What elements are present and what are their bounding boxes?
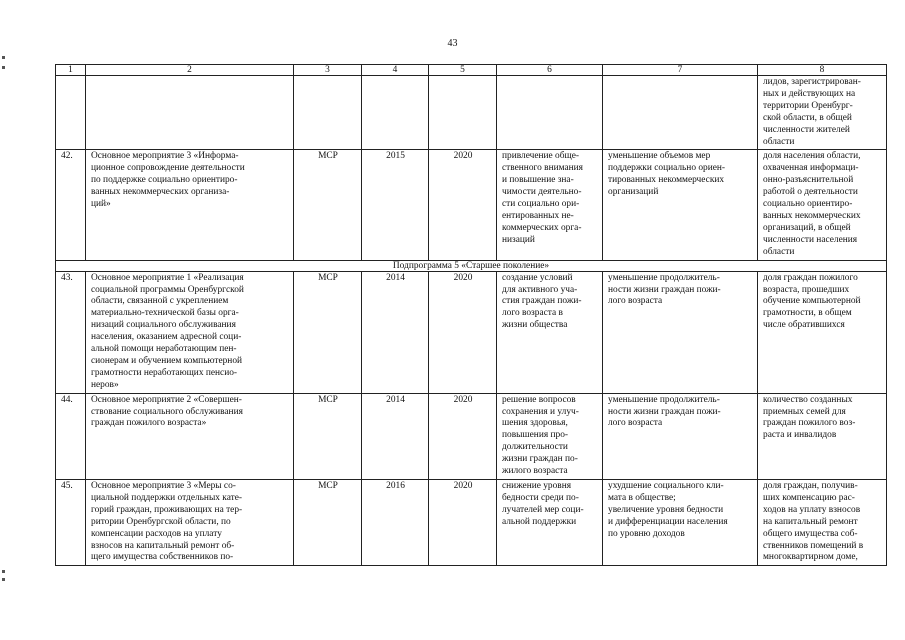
continuation-row — [56, 76, 887, 150]
subprogram-title: Подпрограмма 5 «Старшее поколение» — [56, 260, 887, 271]
activities-table — [55, 64, 887, 566]
cell-activity-name: Основное мероприятие 1 «Реализация социальной программы Оренбургской области, связанной с укреплением материально-технической базы орга- низаций социального обслуживания населения, оказанием адресной соци- альной помощи неработающим пен- сионерам и обучением компьютерной грамотности неработающих пенсио- неров» — [86, 271, 294, 393]
cell-start-year: 2014 — [362, 393, 429, 479]
cell-consequence: ухудшение социального кли- мата в обществе; увеличение уровня бедности и дифференциации населения по уровню доходов — [603, 480, 758, 566]
cell-executor: МСР — [294, 393, 362, 479]
cell-indicator: доля граждан, получив- ших компенсацию рас- ходов на уплату взносов на капитальный ремонт общего имущества соб- ственников помещений в многоквартирном доме, — [758, 480, 887, 566]
column-number: 5 — [429, 65, 497, 76]
cell-activity-name: Основное мероприятие 2 «Совершен- ствование социального обслуживания граждан пожилого возраста» — [86, 393, 294, 479]
scan-edge-mark — [2, 66, 5, 69]
cell-empty — [362, 76, 429, 150]
cell-end-year: 2020 — [429, 271, 497, 393]
cell-empty — [603, 76, 758, 150]
column-number: 7 — [603, 65, 758, 76]
column-number: 1 — [56, 65, 86, 76]
cell-indicator: доля населения области, охваченная информаци- онно-разъяснительной работой о деятельности социально ориентиро- ванных некоммерческих организаций, в общей численности населения области — [758, 150, 887, 260]
cell-executor: МСР — [294, 480, 362, 566]
cell-row-number: 44. — [56, 393, 86, 479]
cell-activity-name: Основное мероприятие 3 «Информа- ционное сопровождение деятельности по поддержке социально ориентиро- ванных некоммерческих организа- ций» — [86, 150, 294, 260]
column-number: 8 — [758, 65, 887, 76]
column-number: 2 — [86, 65, 294, 76]
scan-edge-mark — [2, 56, 5, 59]
cell-empty — [497, 76, 603, 150]
cell-consequence: уменьшение продолжитель- ности жизни граждан пожи- лого возраста — [603, 393, 758, 479]
cell-row-number: 45. — [56, 480, 86, 566]
cell-expected-result: создание условий для активного уча- стия граждан пожи- лого возраста в жизни общества — [497, 271, 603, 393]
cell-row-number: 42. — [56, 150, 86, 260]
cell-consequence: уменьшение объемов мер поддержки социально ориен- тированных некоммерческих организаций — [603, 150, 758, 260]
table-row — [56, 271, 887, 393]
column-number: 4 — [362, 65, 429, 76]
cell-executor: МСР — [294, 271, 362, 393]
cell-start-year: 2014 — [362, 271, 429, 393]
cell-empty — [56, 76, 86, 150]
scan-edge-mark — [2, 570, 5, 573]
cell-row-number: 43. — [56, 271, 86, 393]
column-number: 3 — [294, 65, 362, 76]
cell-expected-result: снижение уровня бедности среди по- лучателей мер соци- альной поддержки — [497, 480, 603, 566]
cell-end-year: 2020 — [429, 150, 497, 260]
column-number-row — [56, 65, 887, 76]
table-row — [56, 393, 887, 479]
cell-indicator: доля граждан пожилого возраста, прошедших обучение компьютерной грамотности, в общем числе обратившихся — [758, 271, 887, 393]
cell-expected-result: решение вопросов сохранения и улуч- шения здоровья, повышения про- должительности жизни граждан по- жилого возраста — [497, 393, 603, 479]
cell-empty — [294, 76, 362, 150]
cell-end-year: 2020 — [429, 393, 497, 479]
cell-executor: МСР — [294, 150, 362, 260]
page-number: 43 — [447, 38, 458, 49]
cell-empty — [86, 76, 294, 150]
subprogram-row — [56, 260, 887, 271]
cell-indicator: лидов, зарегистрирован- ных и действующих на территории Оренбург- ской области, в общей численности жителей области — [758, 76, 887, 150]
scan-edge-mark — [2, 578, 5, 581]
table-row — [56, 150, 887, 260]
cell-expected-result: привлечение обще- ственного внимания и повышение зна- чимости деятельно- сти социально ори- ентированных не- коммерческих орга- низаций — [497, 150, 603, 260]
cell-start-year: 2016 — [362, 480, 429, 566]
cell-start-year: 2015 — [362, 150, 429, 260]
cell-empty — [429, 76, 497, 150]
column-number: 6 — [497, 65, 603, 76]
cell-activity-name: Основное мероприятие 3 «Меры со- циальной поддержки отдельных кате- горий граждан, проживающих на тер- ритории Оренбургской области, по компенсации расходов на уплату взносов на капитальный ремонт об- щего имущества собственников по- — [86, 480, 294, 566]
cell-consequence: уменьшение продолжитель- ности жизни граждан пожи- лого возраста — [603, 271, 758, 393]
cell-indicator: количество созданных приемных семей для граждан пожилого воз- раста и инвалидов — [758, 393, 887, 479]
table-row — [56, 480, 887, 566]
cell-end-year: 2020 — [429, 480, 497, 566]
